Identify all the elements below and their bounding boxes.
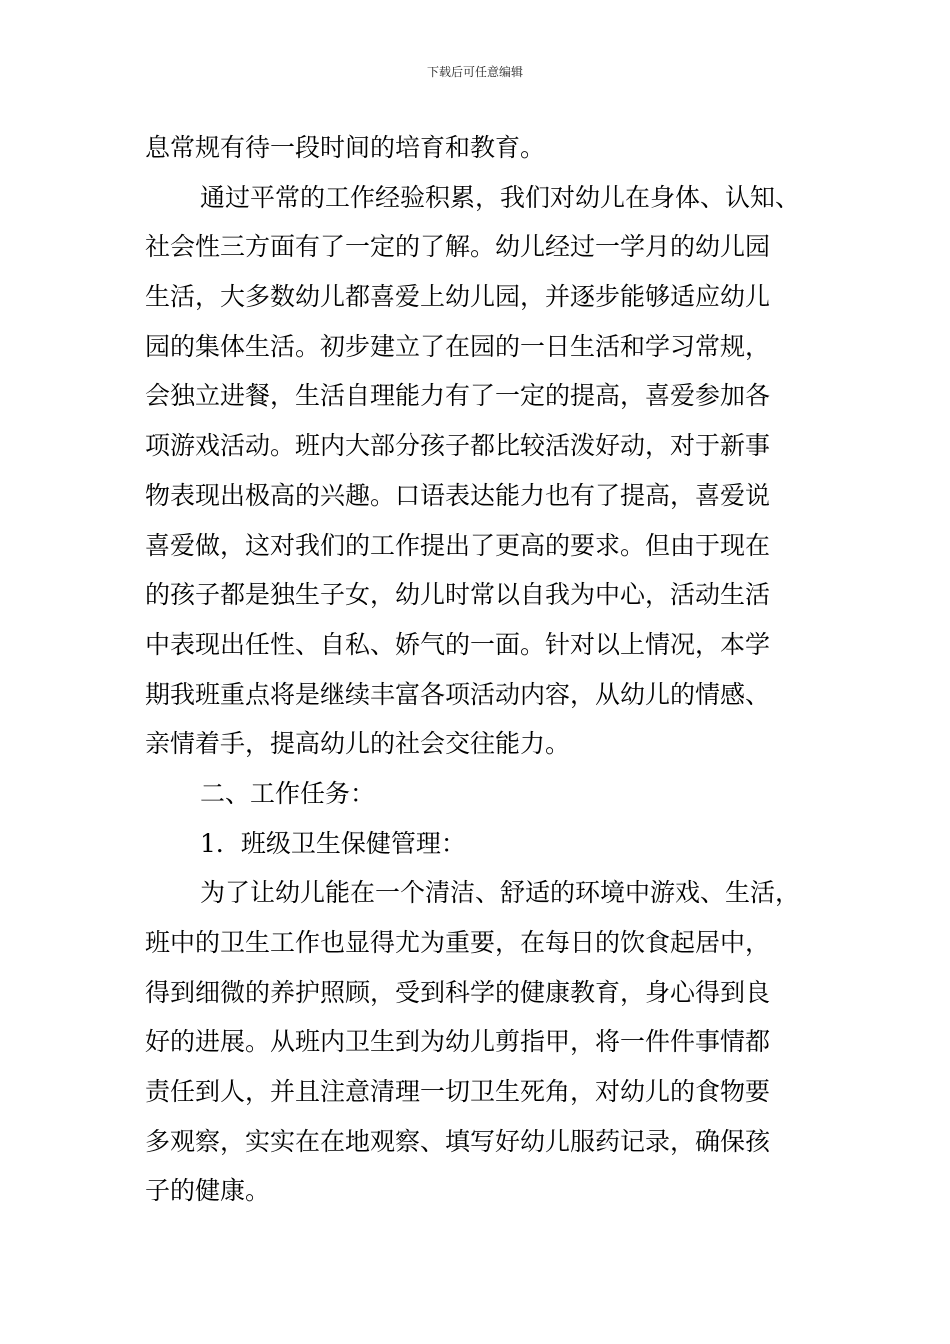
- text-line: 项游戏活动。班内大部分孩子都比较活泼好动，对于新事: [145, 431, 771, 461]
- text-line: 子的健康。: [145, 1176, 271, 1206]
- paragraph-start-line: 通过平常的工作经验积累，我们对幼儿在身体、认知、: [200, 182, 801, 212]
- text-line: 多观察，实实在在地观察、填写好幼儿服药记录，确保孩: [145, 1126, 771, 1156]
- text-line: 会独立进餐，生活自理能力有了一定的提高，喜爱参加各: [145, 381, 771, 411]
- text-line: 园的集体生活。初步建立了在园的一日生活和学习常规，: [145, 331, 771, 361]
- text-line: 的孩子都是独生子女，幼儿时常以自我为中心，活动生活: [145, 580, 771, 610]
- text-line: 亲情着手，提高幼儿的社会交往能力。: [145, 729, 571, 759]
- text-line: 班中的卫生工作也显得尤为重要，在每日的饮食起居中，: [145, 928, 771, 957]
- text-line: 中表现出任性、自私、娇气的一面。针对以上情况，本学: [145, 629, 771, 659]
- text-line: 生活，大多数幼儿都喜爱上幼儿园，并逐步能够适应幼儿: [145, 282, 771, 312]
- text-line: 期我班重点将是继续丰富各项活动内容，从幼儿的情感、: [145, 679, 771, 709]
- section-heading: 二、工作任务：: [200, 778, 376, 808]
- text-line: 责任到人，并且注意清理一切卫生死角，对幼儿的食物要: [145, 1077, 771, 1107]
- subsection-heading: 1．班级卫生保健管理：: [200, 828, 466, 858]
- paragraph-start-line: 为了让幼儿能在一个清洁、舒适的环境中游戏、生活，: [200, 878, 801, 908]
- body-text: [145, 123, 825, 1216]
- text-line: 社会性三方面有了一定的了解。幼儿经过一学月的幼儿园: [145, 232, 771, 262]
- text-line: 好的进展。从班内卫生到为幼儿剪指甲，将一件件事情都: [145, 1027, 771, 1057]
- text-line: 喜爱做，这对我们的工作提出了更高的要求。但由于现在: [145, 530, 771, 560]
- header-note: 下载后可任意编辑: [426, 65, 523, 79]
- text-line: 得到细微的养护照顾，受到科学的健康教育，身心得到良: [145, 977, 771, 1007]
- text-line: 物表现出极高的兴趣。口语表达能力也有了提高，喜爱说: [145, 480, 771, 510]
- text-line: 息常规有待一段时间的培育和教育。: [145, 133, 546, 162]
